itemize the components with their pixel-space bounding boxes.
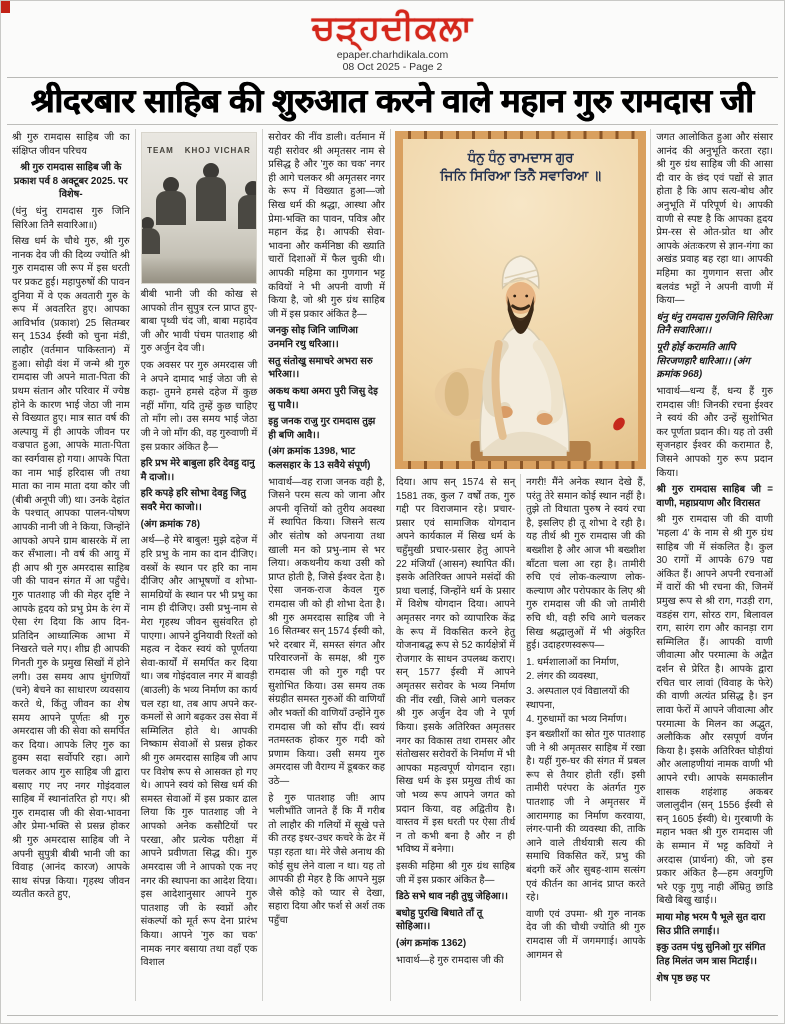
article-paragraph: डिठे सभे थाव नही तुधु जेहिआ।।: [395, 891, 509, 903]
article-paragraph: सरोवर की नींव डाली। वर्तमान में यही सरोवर श्री अमृतसर नाम से प्रसिद्ध है और 'गुरु का चक' नगर ही आगे चलकर श्री अमृतसर नगर के रूप में विख्यात हुआ—जो सिख धर्म की श्रद्धा, आस्था और प्रेमा-भक्ति का पावन, पवित्र और महान केंद्र है। आपकी सेवा-भावना और कर्मनिष्ठा की ख्याति चारों दिशाओं में फैल चुकी थी। आपकी महिमा का गुणगान भट्ट कवियों ने भी अपनी वाणी में किया है, जो श्री गुरु ग्रंथ साहिब जी में इस प्रकार अंकित है—: [268, 131, 385, 320]
masthead: [1, 1, 784, 73]
column-5: [520, 474, 650, 1001]
photo-figure: [238, 181, 258, 229]
article-paragraph: श्री गुरु रामदास साहिब जी का संक्षिप्त जीवन परिचय: [12, 131, 130, 157]
photo-figure: [156, 177, 186, 225]
article-paragraph: हरि कपड़े हरि सोभा देवहु जितु सवरै मेरा काजो।।: [140, 488, 246, 514]
column-2-text: [141, 288, 258, 970]
team-khoj-vichar-photo: [141, 132, 258, 284]
article-paragraph: श्री गुरु रामदास साहिब जी = वाणी, महाप्रयाण और विरासत: [656, 484, 773, 509]
epaper-website: epaper.charhdikala.com: [336, 48, 449, 61]
painting-caption: [419, 149, 621, 185]
divider-top: [7, 77, 778, 78]
article-paragraph: भावार्थ—वह राजा जनक वही है, जिसने परम सत्य को जाना और अपनी वृत्तियों को तुरीय अवस्था में स्थापित किया। जिसने सत्य और संतोष को अपनाया तथा खाली मन को प्रभु-नाम से भर लिया। अकथनीय कथा उसी को प्राप्त होती है, जिसे ईश्वर देता है। ऐसा जनक-राज केवल गुरु रामदास जी को ही शोभा देता है। श्री गुरु अमरदास साहिब जी ने 16 सितम्बर सन् 1574 ईस्वी को, भरे दरबार में, समस्त संगत और परिवारजनों के समक्ष, श्री गुरु रामदास जी को गुरु गद्दी पर सुशोभित किया। उस समय तक संग्रहीत समस्त गुरुओं की वाणियाँ और भक्तों की वाणियाँ उन्होंने गुरु रामदास जी को सौंप दीं। स्वयं नतमस्तक होकर गुरु गदी को प्रणाम किया। उसी समय गुरु अमरदास जी वैराग्य में डूबकर कह उठे—: [268, 476, 385, 787]
article-paragraph: भावार्थ—धन्य हैं, धन्य हैं गुरु रामदास जी! जिनकी रचना ईश्वर ने स्वयं की और उन्हें सुशोभित कर पूर्णता प्रदान की। यह तो उसी सृजनहार ईश्वर की करामात है, जिसने आपको गुरु रूप प्रदान किया।: [656, 385, 773, 479]
article-paragraph: शेष पृष्ठ छह पर: [656, 972, 710, 984]
article-paragraph: बधोहु पुरखि बिधाते ताँ तू सोहिआ।।: [395, 907, 483, 933]
article-paragraph: धंनु धंनु रामदास गुरुजिनि सिरिआ तिनै सवारिआ।।: [656, 311, 772, 337]
column-6: [650, 129, 778, 1001]
article-paragraph: 4. गुरुधामों का भव्य निर्माण।: [526, 714, 627, 726]
article-paragraph: 3. अस्पताल एवं विद्यालयों की स्थापना,: [526, 686, 630, 711]
scan-corner-mark: [1, 1, 10, 13]
article-headline: श्रीदरबार साहिब की शुरुआत करने वाले महान गुरु रामदास जी: [31, 81, 754, 119]
article-paragraph: (अंग क्रमांक 78): [140, 518, 200, 530]
article-paragraph: (अंग क्रमांक 1362): [395, 938, 467, 950]
article-paragraph: सतु संतोखु समाचरे अभरा सरु भरिआ।।: [268, 355, 373, 381]
article-paragraph: हरि प्रभ मेरे बाबुला हरि देवहु दानु मै दाजो।।: [140, 458, 255, 483]
date-page-label: 08 Oct 2025 - Page 2: [342, 60, 443, 73]
divider-bottom: [7, 1015, 778, 1016]
article-paragraph: हे गुरु पातशाह जी! आप भलीभाँति जानते हैं कि मैं गरीब तो लाहौर की गलियों में सूखे पत्ते की तरह इधर-उधर कचरे के ढेर में पड़ा रहता था। मेरे जैसे अनाथ की कोई सुध लेने वाला न था। यह तो आपकी ही मेहर है कि आपने मुझ जैसे कौड़े को प्यार से देखा, सहारा दिया और फर्श से अर्श तक पहुँचा: [268, 792, 385, 927]
article-paragraph: सिख धर्म के चौथे गुरु, श्री गुरु नानक देव जी की दिव्य ज्योति श्री गुरु रामदास जी रूप में इस धरती पर प्रकट हुई। महापुरुषों की पावन दुनिया में वे एक अवतारी गुरु के रूप में अवतरित हुए। आपका आविर्भाव (प्रकाश) 25 सितम्बर सन् 1534 ईस्वी को चुना मंडी, लाहौर (वर्तमान पाकिस्तान) में हुआ। सोढ़ी वंश में जन्मे श्री गुरु रामदास जी अपने माता-पिता की प्रथम संतान और परिवार में ज्येष्ठ होने के कारण भाई जेठा जी नाम से विख्यात हुए। मात्र सात वर्ष की अल्पायु में ही आपके जीवन पर वज्रपात हुआ, आपके माता-पिता का स्वर्गवास हो गया। आपके पिता का नाम भाई हरिदास जी तथा माता का नाम माता दया कौर जी (बीबी अनूपी जी) था। उनके देहांत के पश्चात् आपका पालन-पोषण आपकी नानी जी ने किया, जिन्होंने आपको अपने ग्राम बासरके में ला कर सँभाला। नौ वर्ष की आयु में ही आप श्री गुरु अमरदास साहिब जी की पावन संगत में आ पहुँचे। गुरु पातशाह जी की मेहर दृष्टि ने आपके हृदय को प्रभु प्रेम के रंग में ऐसा रंग दिया कि आप दिन-प्रतिदिन आध्यात्मिक आभा में निखरते चले गए। शीघ्र ही आपकी गिनती गुरु के प्रमुख सिखों में होने लगी। उस समय आप धुंगणियाँ (चने) बेचने का साधारण व्यवसाय करते थे, किंतु जीवन का शेष समय आपने पूर्णतः श्री गुरु अमरदास जी की सेवा को समर्पित कर दिया। आपके लिए गुरु का हुक्म सदा सर्वोपरि रहा। आगे चलकर आप गुरु साहिब जी द्वारा बसाए गए नए नगर गोइंदवाल साहिब में स्थानांतरित हो गए। श्री गुरु रामदास जी की सेवा-भावना और प्रेमा-भक्ति से प्रसन्न होकर श्री गुरु अमरदास साहिब जी ने अपनी सुपुत्री बीबी भानी जी का विवाह (आनंद कारज) आपके साथ संपन्न किया। गृहस्थ जीवन व्यतीत करते हुए,: [12, 236, 130, 901]
article-paragraph: इहु जनक राजु गुर रामदास तुझ ही बणि आवै।।: [268, 416, 376, 441]
article-paragraph: श्री गुरु रामदास जी की वाणी 'महला 4' के नाम से श्री गुरु ग्रंथ साहिब जी में संकलित है। कुल 30 रागों में आपके 679 पद्य अंकित हैं। आपने अपनी रचनाओं में वारों की भी रचना की, जिनमें प्रमुख रूप से श्री राग, गउड़ी राग, वडहंस राग, सोरठ राग, बिलावल राग, सारंग राग और कानड़ा राग सम्मिलित हैं। आपकी वाणी जीवात्मा और परमात्मा के अद्वैत दर्शन से प्रेरित है। आपके द्वारा रचित चार लावां (विवाह के फेरे) की वाणी अत्यंत प्रसिद्ध है। इन लावा फेरों में आपने जीवात्मा और परमात्मा के मिलन का अद्भुत, अलौकिक और रसपूर्ण वर्णन किया है। इसके अतिरिक्त घोड़ीयां और अलाहणीयां नामक वाणी भी आपने रची। आपके समकालीन शासक शहंशाह अकबर जलालुदीन (सन् 1556 ईस्वी से सन् 1605 ईस्वी) थे। गुरबाणी के महान भक्त श्री गुरु रामदास जी के सम्मान में भट्ट कवियों ने अरदास (प्रार्थना) की, जो इस प्रकार अंकित है—हम अवगुणि भरे एकु गुणु नाही अँम्रितु छाडि बिखै बिखु खाई।।: [656, 514, 773, 907]
article-paragraph: इन बख्शीशों का स्रोत गुरु पातशाह जी ने श्री अमृतसर साहिब में रखा है। यहीं गुरु-घर की संगत में प्रबल रूप से तैयार होती रहीं। इसी तामीरी परंपरा के अंतर्गत गुरु पातशाह जी ने अमृतसर में आरामगाह का निर्माण करवाया, लंगर-पानी की व्यवस्था की, ताकि आने वाले तीर्थयात्री सत्य की समाधि विकसित करें, प्रभु की बंदगी करें और सुबह-शाम सत्संग एवं कीर्तन का आनंद प्राप्त करते रहे।: [526, 728, 646, 904]
column-2: [135, 129, 263, 1001]
article-paragraph: पूरी होई करामति आपि सिरजणहारै धारिआ।। (अंग क्रमांक 968): [656, 342, 750, 381]
guru-figure-illustration: [403, 226, 638, 461]
column-3: [262, 129, 390, 1001]
article-paragraph: भावार्थ—हे गुरु रामदास जी की: [395, 954, 504, 966]
article-paragraph: अर्थ—हे मेरे बाबुल! मुझे दहेज में हरि प्रभु के नाम का दान दीजिए। वस्त्रों के स्थान पर हरि का नाम दीजिए और आभूषणों व शोभा-सामग्रियों के स्थान पर भी प्रभु का नाम ही दीजिए। उसी प्रभु-नाम से मेरा गृहस्थ जीवन सुसंवरित हो पाएगा। आपने दुनियावी रिश्तों को महत्व न देकर स्वयं को पूर्णतया सेवा-कार्यों में समर्पित कर दिया था। जब गोइंदवाल नगर में बावड़ी (बाउली) के भव्य निर्माण का कार्य चल रहा था, तब आप अपने कर-कमलों से आगे बढ़कर उस सेवा में सम्मिलित होते थे। आपकी निष्काम सेवाओं से प्रसन्न होकर श्री गुरु अमरदास साहिब जी आप पर विशेष रूप से आसक्त हो गए थे। आपने स्वयं को सिख धर्म की समस्त सेवाओं में इस प्रकार ढाल लिया कि गुरु पातशाह जी ने आपको अनेक कसौटियों पर परखा, और प्रत्येक परीक्षा में आपने प्रवीणता सिद्ध की। गुरु अमरदास जी ने आपको एक नए नगर की स्थापना का आदेश दिया। इस आदेशानुसार आपने गुरु पातशाह जी के स्वप्नों और संकल्पों को मूर्त रूप देना प्रारंभ किया। आपने 'गुरु का चक' नामक नगर बसाया तथा वहाँ एक विशाल: [140, 535, 258, 969]
article-paragraph: (अंग क्रमांक 1398, भाट कलसहार के 13 सवैये संपूर्ण): [268, 446, 371, 471]
article-paragraph: नगरी! मैंने अनेक स्थान देखे हैं, परंतु तेरे समान कोई स्थान नहीं है। तुझे तो विधाता पुरुष ने स्वयं रचा है, इसलिए ही तू शोभा दे रही है। यह तीर्थ श्री गुरु रामदास जी की बख्शीश है और आज भी बख्शीश बाँटता चला आ रहा है। तामीरी रुचि एवं लोक-कल्याण लोक-कल्याण और परोपकार के लिए श्री गुरु रामदास जी की जो तामीरी रुचि थी, वही रुचि आगे चलकर सिख श्रद्धालुओं में भी अंकुरित हुई। उदाहरणस्वरूप—: [526, 476, 646, 652]
article-paragraph: श्री गुरु रामदास साहिब जी के प्रकाश पर्व 8 अक्टूबर 2025. पर विशेष-: [13, 162, 128, 201]
photo-figure: [196, 163, 226, 221]
article-paragraph: जगत आलोकित हुआ और संसार आनंद की अनुभूति करता रहा। श्री गुरु ग्रंथ साहिब जी की आसा दी वार के छंद एवं पद्यों से ज्ञात होता है कि आप सत्य-बोध और अनुभूति में परिपूर्ण थे। आपकी वाणी से स्पष्ट है कि आपका हृदय प्रेम-रस से ओत-प्रोत था और आपके अंतःकरण से ज्ञान-गंगा का अखंड प्रवाह बह रहा था। आपकी महिमा का गुणगान सत्ता और बलवंड भट्टों ने अपनी वाणी में किया—: [656, 131, 773, 307]
photo-label-team: TEAM: [147, 145, 174, 155]
article-paragraph: इकु उतम पंथु सुनिओ गुर संगित तिह मिलंत जम त्रास मिटाई।।: [656, 942, 766, 967]
article-paragraph: जनकु सोइ जिनि जाणिआ उनमनि रथु धरिआ।।: [268, 325, 358, 351]
article-paragraph: माया मोह भरम पै भूले सुत दारा सिउ प्रीति लगाई।।: [656, 912, 766, 937]
article-paragraph: वाणी एवं उपमा- श्री गुरु नानक देव जी की चौथी ज्योति श्री गुरु रामदास जी में जगमगाई। आपके आगमन से: [526, 908, 646, 961]
article-paragraph: अकथ कथा अमरा पुरी जिसु देइ सु पावै।।: [268, 385, 378, 411]
article-paragraph: एक अवसर पर गुरु अमरदास जी ने अपने दामाद भाई जेठा जी से कहा- तुमने हमसे दहेज में कुछ नहीं माँगा, यदि तुम्हें कुछ चाहिए तो माँग लो। उस समय भाई जेठा जी ने जो माँग की, वह गुरुवाणी में इस प्रकार अंकित है—: [140, 359, 258, 453]
divider-headline: [7, 124, 778, 125]
photo-figure: [141, 217, 160, 254]
caption-line-2: ਜਿਨਿ ਸਿਰਿਆ ਤਿਨੈ ਸਵਾਰਿਆ ॥: [440, 168, 602, 184]
article-paragraph: (धंनु धंनु रामदास गुरु जिनि सिरिआ तिनै सवारिआ॥): [12, 205, 130, 231]
column-4: [391, 474, 520, 1001]
photo-skyline: [142, 257, 257, 283]
article-paragraph: इसकी महिमा श्री गुरु ग्रंथ साहिब जी में इस प्रकार अंकित है—: [395, 861, 516, 886]
article-paragraph: बीबी भानी जी की कोख से आपको तीन सुपुत्र रत्न प्राप्त हुए- बाबा पृथ्वी चंद जी, बाबा महादेव जी और भावी पंचम पातशाह श्री गुरु अर्जुन देव जी।: [140, 288, 258, 355]
caption-line-1: ਧੰਨੁ ਧੰਨੁ ਰਾਮਦਾਸ ਗੁਰ: [467, 149, 574, 165]
column-1: [7, 129, 135, 1001]
article-body: [7, 129, 778, 1001]
article-paragraph: 1. धर्मशालाओं का निर्माण,: [526, 656, 619, 668]
photo-label-khoj-vichar: KHOJ VICHAR: [184, 145, 251, 155]
columns-4-5: [390, 129, 650, 1001]
guru-ramdas-painting: [395, 131, 646, 469]
article-paragraph: दिया। आप सन् 1574 से सन् 1581 तक, कुल 7 वर्षों तक, गुरु गद्दी पर विराजमान रहे। प्रचार-प्रसार एवं सामाजिक योगदान अपने कार्यकाल में सिख धर्म के चहुँमुखी प्रचार-प्रसार हेतु आपने 22 मंजियाँ (आसन) स्थापित कीं। इसके अतिरिक्त आपने मसंदों की प्रथा चलाई, जिन्होंने धर्म के प्रसार में विशेष योगदान दिया। आपने अमृतसर नगर को व्यापारिक केंद्र के रूप में विकसित करने हेतु योजनाबद्ध रूप से 52 कार्यक्षेत्रों में रोजगार के साधन उपलब्ध कराए। सन् 1577 ईस्वी में आपने अमृतसर सरोवर के भव्य निर्माण की नींव रखी, जिसे आगे चलकर श्री गुरु अर्जुन देव जी ने पूर्ण किया। इसके अतिरिक्त अमृतसर नगर का विकास तथा रामसर और संतोखसर सरोवरों के निर्माण में भी आपका महत्वपूर्ण योगदान रहा। सिख धर्म के इस प्रमुख तीर्थ का जो भव्य रूप आपने जगत को प्रदान किया, वह अद्वितीय है। वास्तव में इस धरती पर ऐसा तीर्थ न तो कभी बना है और न ही भविष्य में बनेगा।: [395, 476, 516, 856]
article-paragraph: 2. लंगर की व्यवस्था,: [526, 671, 599, 683]
newspaper-logo: ਚੜ੍ਹਦੀਕਲਾ: [312, 9, 473, 47]
